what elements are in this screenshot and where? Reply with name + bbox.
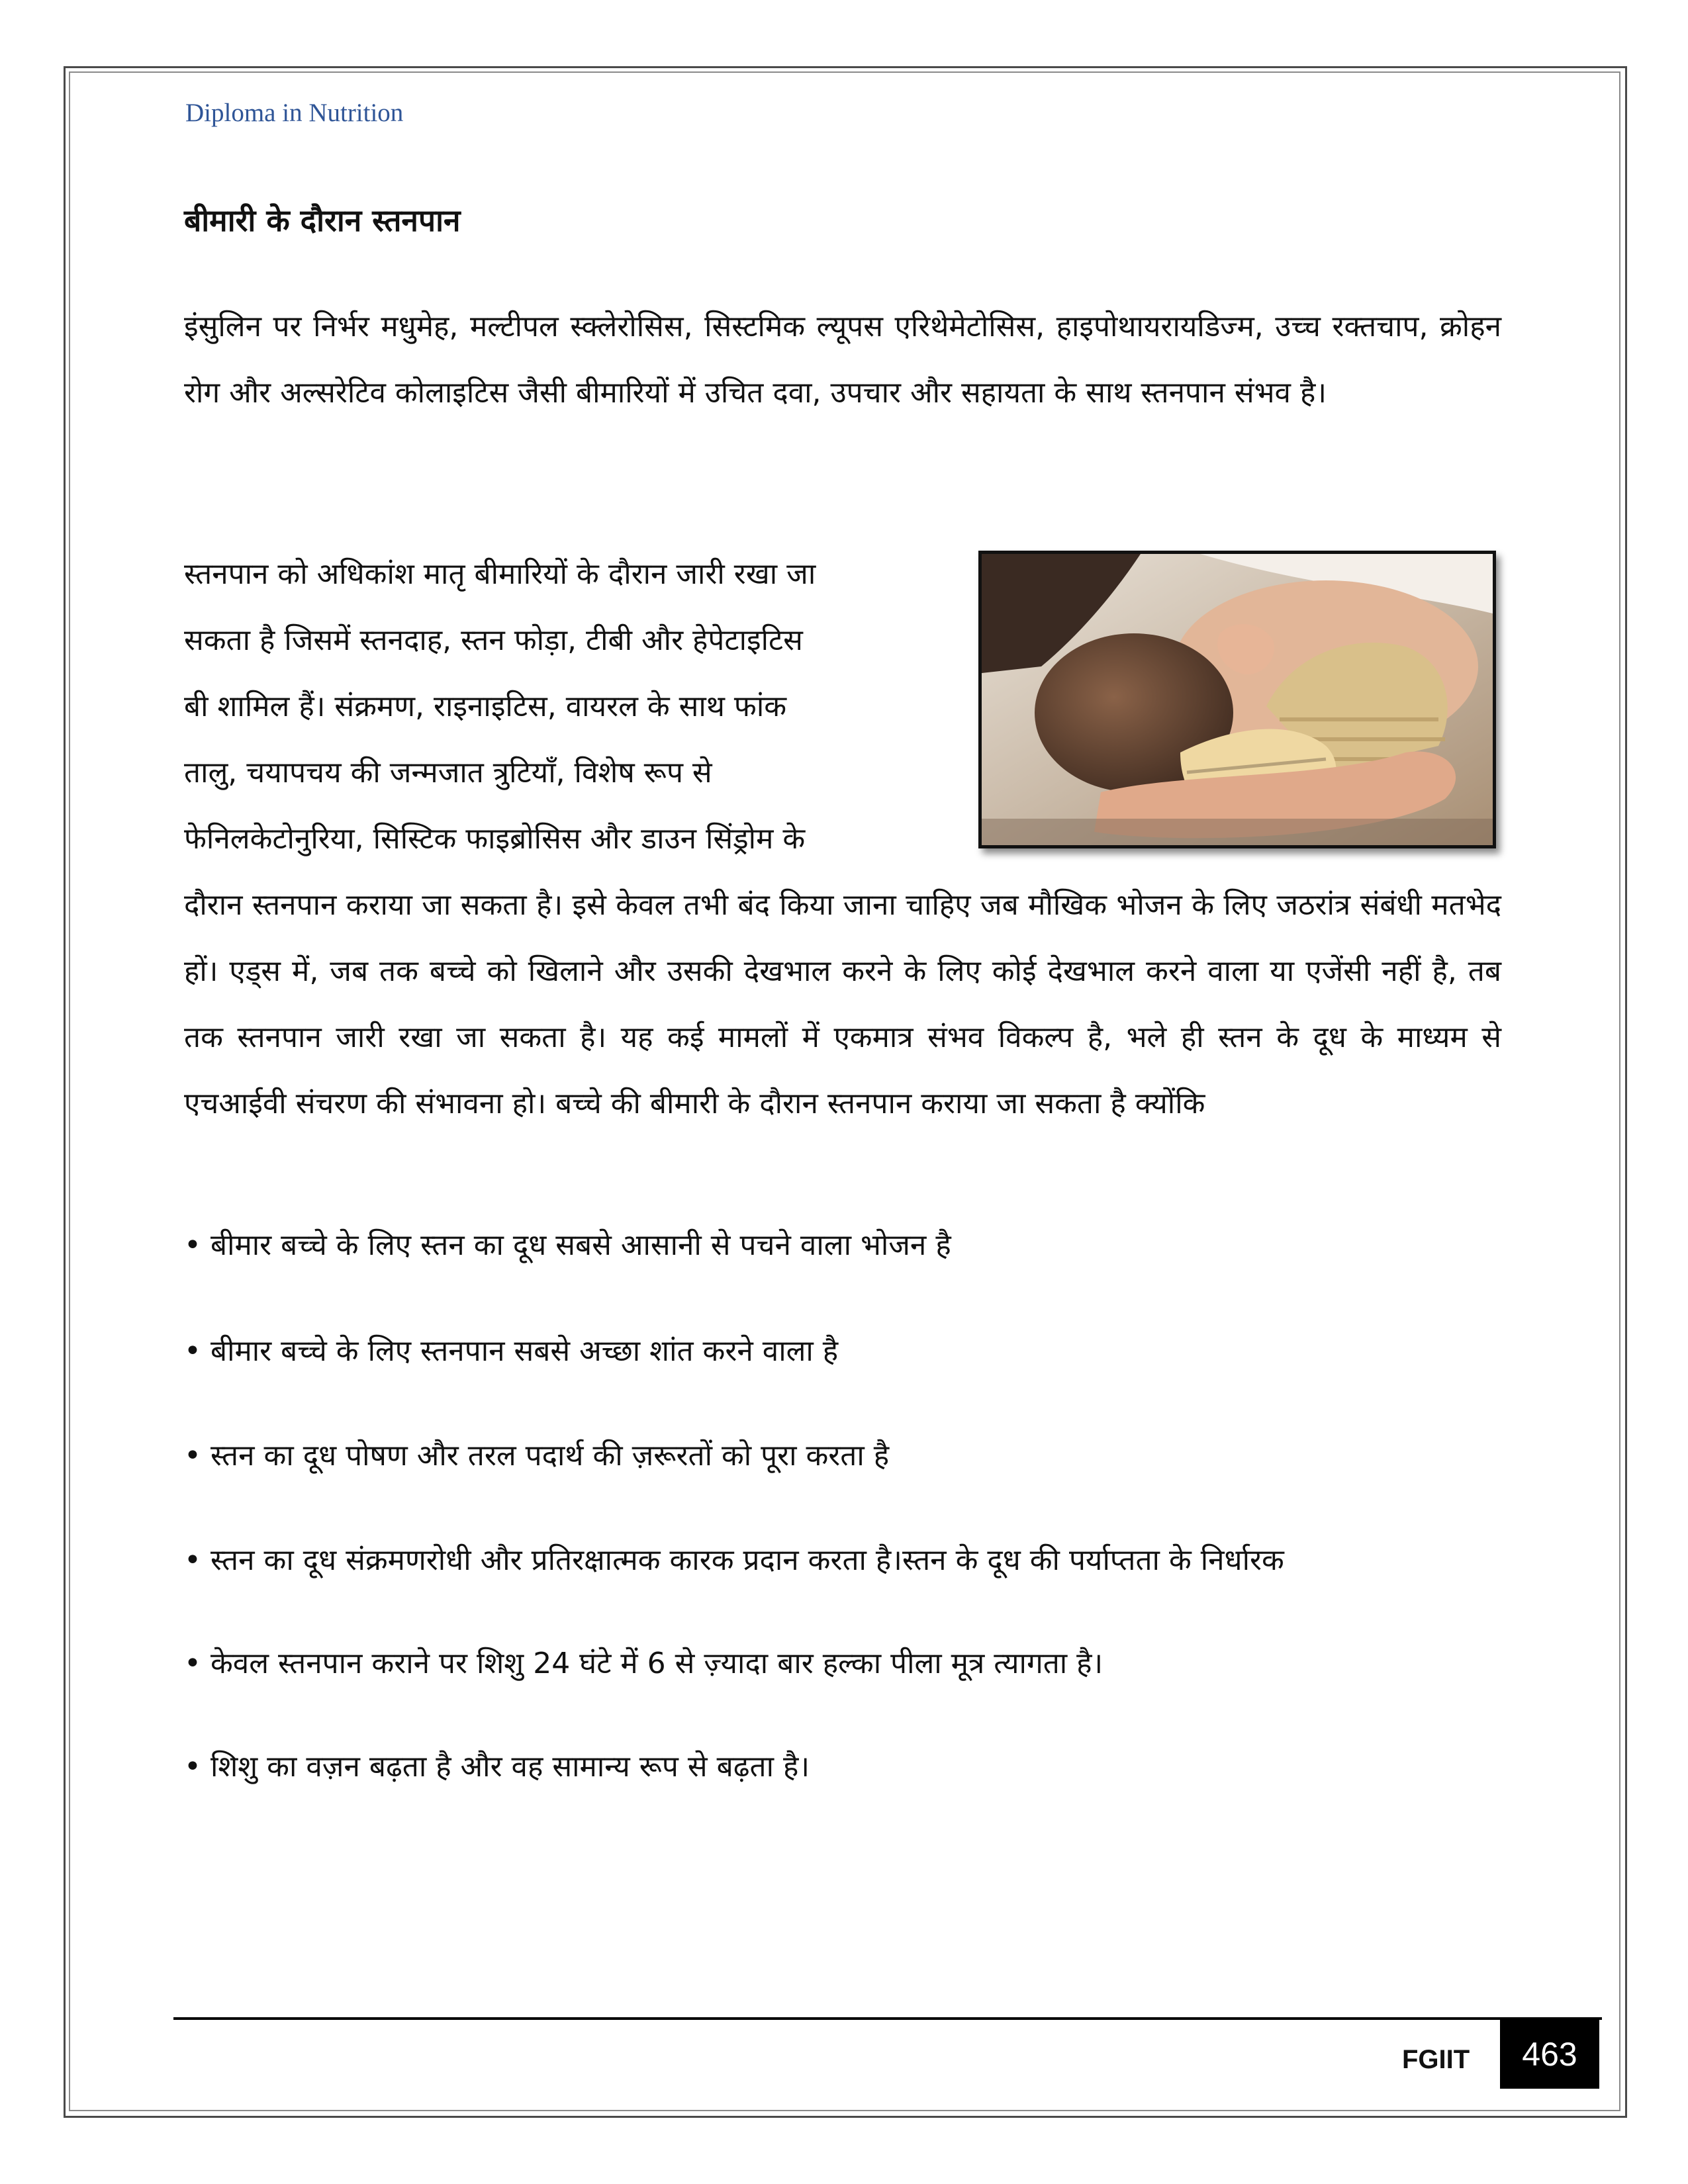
section-title: बीमारी के दौरान स्तनपान [184, 203, 461, 238]
paragraph-intro: इंसुलिन पर निर्भर मधुमेह, मल्टीपल स्क्लेरोसिस, सिस्टमिक ल्यूपस एरिथेमेटोसिस, हाइपोथायरायडिज्म, उच्च रक्तचाप, क्रोहन रोग और अल्सरेटिव कोलाइटिस जैसी बीमारियों में उचित दवा, उपचार और सहायता के साथ स्तनपान संभव है। [184, 310, 1501, 410]
paragraph-maternal-illness-continued: दौरान स्तनपान कराया जा सकता है। इसे केवल तभी बंद किया जाना चाहिए जब मौखिक भोजन के लिए जठरांत्र संबंधी मतभेद हों। एड्स में, जब तक बच्चे को खिलाने और उसकी देखभाल करने के लिए कोई देखभाल करने वाला या एजेंसी नहीं है, तब तक स्तनपान जारी रखा जा सकता है। यह कई मामलों में एकमात्र संभव विकल्प है, भले ही स्तन के दूध के माध्यम से एचआईवी संचरण की संभावना हो। बच्चे की बीमारी के दौरान स्तनपान कराया जा सकता है क्योंकि [184, 888, 1501, 1120]
bullet-item: • केवल स्तनपान कराने पर शिशु 24 घंटे में 6 से ज़्यादा बार हल्का पीला मूत्र त्यागता है। [184, 1647, 1103, 1680]
bullet-item: • स्तन का दूध संक्रमणरोधी और प्रतिरक्षात्मक कारक प्रदान करता है।स्तन के दूध की पर्याप्तता के निर्धारक [184, 1543, 1284, 1577]
bullet-item: • बीमार बच्चे के लिए स्तन का दूध सबसे आसानी से पचने वाला भोजन है [184, 1228, 951, 1262]
paragraph-line: स्तनपान को अधिकांश मातृ बीमारियों के दौरान जारी रखा जा [184, 557, 816, 591]
paragraph-line: तालु, चयापचय की जन्मजात त्रुटियाँ, विशेष रूप से [184, 756, 712, 790]
paragraph-line: फेनिलकेटोनुरिया, सिस्टिक फाइब्रोसिस और डाउन सिंड्रोम के [184, 822, 806, 856]
breastfeeding-illustration [982, 554, 1493, 845]
bullet-item: • शिशु का वज़न बढ़ता है और वह सामान्य रूप से बढ़ता है। [184, 1750, 810, 1784]
bullet-item: • बीमार बच्चे के लिए स्तनपान सबसे अच्छा शांत करने वाला है [184, 1334, 839, 1368]
bullet-item: • स्तन का दूध पोषण और तरल पदार्थ की ज़रूरतों को पूरा करता है [184, 1439, 890, 1473]
paragraph-line: सकता है जिसमें स्तनदाह, स्तन फोड़ा, टीबी और हेपेटाइटिस [184, 623, 803, 657]
footer-brand: FGIIT [1402, 2045, 1470, 2074]
paragraph-line: बी शामिल हैं। संक्रमण, राइनाइटिस, वायरल के साथ फांक [184, 690, 787, 723]
breastfeeding-photo [978, 551, 1496, 848]
paragraph-maternal-illness-wrapped [184, 541, 948, 872]
running-header: Diploma in Nutrition [185, 99, 404, 127]
page-number: 463 [1500, 2020, 1599, 2089]
footer-divider [173, 2017, 1602, 2020]
